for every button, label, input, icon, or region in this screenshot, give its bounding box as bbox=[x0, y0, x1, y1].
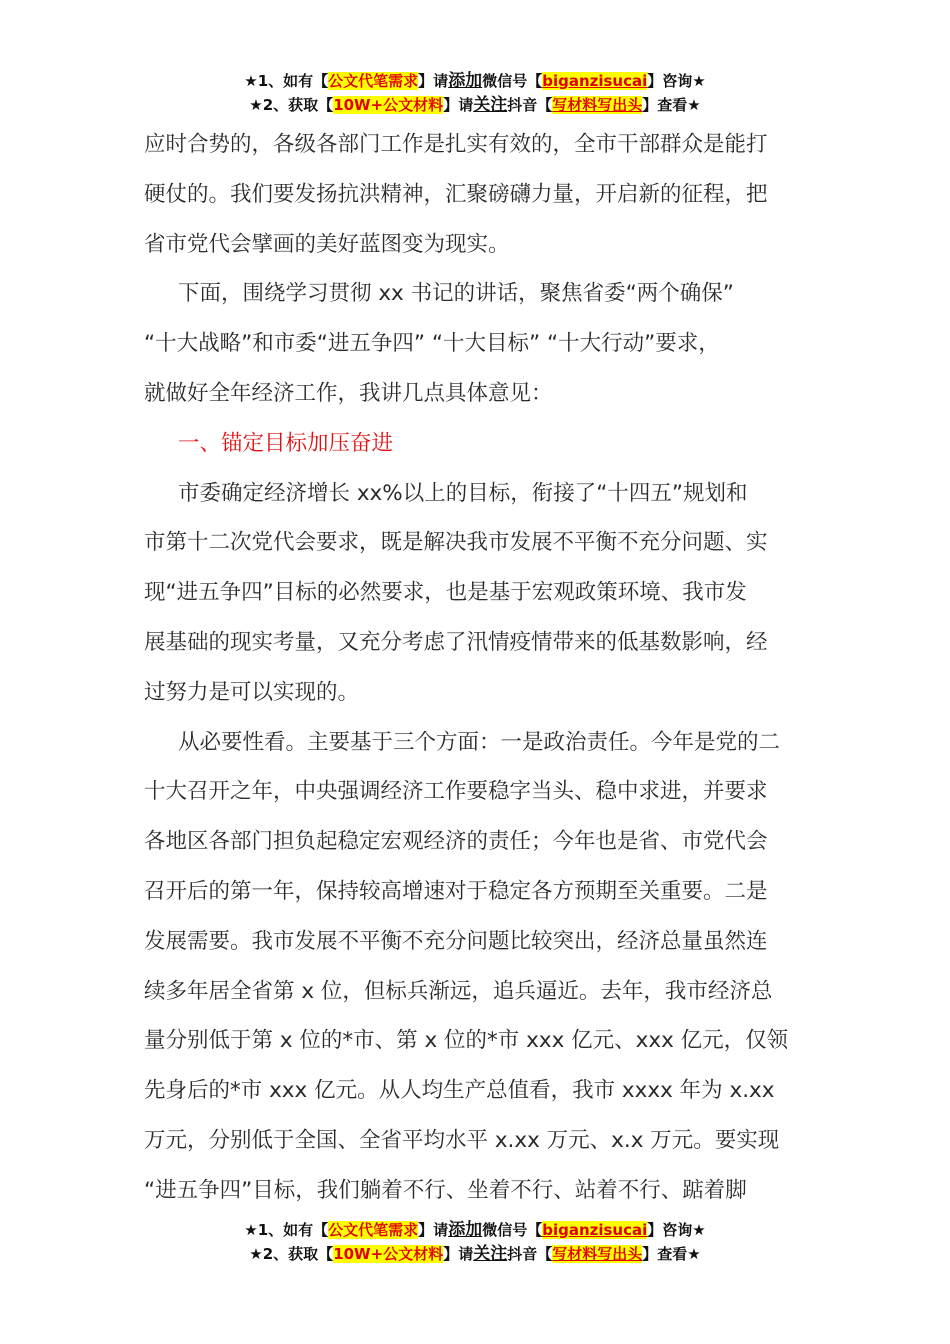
text: 】请 bbox=[418, 1221, 449, 1239]
douyin-id: 写材料写出头 bbox=[552, 96, 643, 114]
text-line: 召开后的第一年，保持较高增速对于稳定各方预期至关重要。二是 bbox=[144, 878, 768, 904]
text: ★2、获取【 bbox=[249, 96, 334, 114]
text: 微信号【 bbox=[482, 72, 543, 90]
text: 抖音【 bbox=[507, 1245, 553, 1263]
text: 】请 bbox=[443, 96, 474, 114]
text-line: 现“进五争四”目标的必然要求，也是基于宏观政策环境、我市发 bbox=[144, 580, 747, 606]
text-line: 展基础的现实考量，又充分考虑了汛情疫情带来的低基数影响，经 bbox=[144, 629, 768, 655]
text: 】请 bbox=[418, 72, 449, 90]
text-line: 十大召开之年，中央强调经济工作要稳字当头、稳中求进，并要求 bbox=[144, 779, 768, 805]
promo-line-2 bbox=[0, 93, 950, 117]
text-line: 量分别低于第 x 位的*市、第 x 位的*市 xxx 亿元、xxx 亿元，仅领 bbox=[144, 1028, 789, 1054]
text-line: 过努力是可以实现的。 bbox=[144, 679, 360, 705]
promo-banner-top bbox=[0, 69, 950, 117]
highlight: 公文代笔需求 bbox=[328, 1221, 419, 1239]
promo-banner-bottom bbox=[0, 1218, 950, 1266]
text-line: 就做好全年经济工作，我讲几点具体意见： bbox=[144, 380, 553, 406]
highlight: 10W+公文材料 bbox=[333, 1245, 444, 1263]
text-line: 各地区各部门担负起稳定宏观经济的责任；今年也是省、市党代会 bbox=[144, 829, 768, 855]
text: ★1、如有【 bbox=[244, 72, 329, 90]
text-line: 万元，分别低于全国、全省平均水平 x.xx 万元、x.x 万元。要实现 bbox=[144, 1127, 780, 1153]
text-line: 从必要性看。主要基于三个方面：一是政治责任。今年是党的二 bbox=[178, 729, 781, 755]
text: 】查看★ bbox=[642, 96, 701, 114]
text-line: 续多年居全省第 x 位，但标兵渐远，追兵逼近。去年，我市经济总 bbox=[144, 978, 773, 1004]
wechat-id: biganzisucai bbox=[542, 72, 648, 90]
text-line: 下面，围绕学习贯彻 xx 书记的讲话，聚焦省委“两个确保” bbox=[178, 281, 734, 307]
emphasis: 添加 bbox=[448, 1220, 483, 1240]
text-line: 市第十二次党代会要求，既是解决我市发展不平衡不充分问题、实 bbox=[144, 530, 768, 556]
text-line: 市委确定经济增长 xx%以上的目标，衔接了“十四五”规划和 bbox=[178, 480, 748, 506]
text: ★2、获取【 bbox=[249, 1245, 334, 1263]
document-body bbox=[144, 126, 824, 1222]
promo-line-1 bbox=[0, 1218, 950, 1242]
text: 微信号【 bbox=[482, 1221, 543, 1239]
text: 】咨询★ bbox=[647, 72, 706, 90]
promo-line-2 bbox=[0, 1242, 950, 1266]
emphasis: 关注 bbox=[473, 1244, 508, 1264]
text: 抖音【 bbox=[507, 96, 553, 114]
section-heading: 一、锚定目标加压奋进 bbox=[178, 430, 394, 456]
text: 】请 bbox=[443, 1245, 474, 1263]
wechat-id: biganzisucai bbox=[542, 1221, 648, 1239]
text: ★1、如有【 bbox=[244, 1221, 329, 1239]
emphasis: 关注 bbox=[473, 95, 508, 115]
text-line: 先身后的*市 xxx 亿元。从人均生产总值看，我市 xxxx 年为 x.xx bbox=[144, 1078, 775, 1104]
text-line: “十大战略”和市委“进五争四” “十大目标” “十大行动”要求， bbox=[144, 331, 720, 357]
emphasis: 添加 bbox=[448, 71, 483, 91]
text: 】咨询★ bbox=[647, 1221, 706, 1239]
text-line: 应时合势的，各级各部门工作是扎实有效的，全市干部群众是能打 bbox=[144, 132, 768, 157]
text-line: “进五争四”目标，我们躺着不行、坐着不行、站着不行、踮着脚 bbox=[144, 1177, 747, 1203]
douyin-id: 写材料写出头 bbox=[552, 1245, 643, 1263]
text-line: 硬仗的。我们要发扬抗洪精神，汇聚磅礴力量，开启新的征程，把 bbox=[144, 181, 768, 207]
text-line: 发展需要。我市发展不平衡不充分问题比较突出，经济总量虽然连 bbox=[144, 928, 768, 954]
text-line: 省市党代会擘画的美好蓝图变为现实。 bbox=[144, 231, 510, 257]
promo-line-1 bbox=[0, 69, 950, 93]
highlight: 10W+公文材料 bbox=[333, 96, 444, 114]
highlight: 公文代笔需求 bbox=[328, 72, 419, 90]
text: 】查看★ bbox=[642, 1245, 701, 1263]
